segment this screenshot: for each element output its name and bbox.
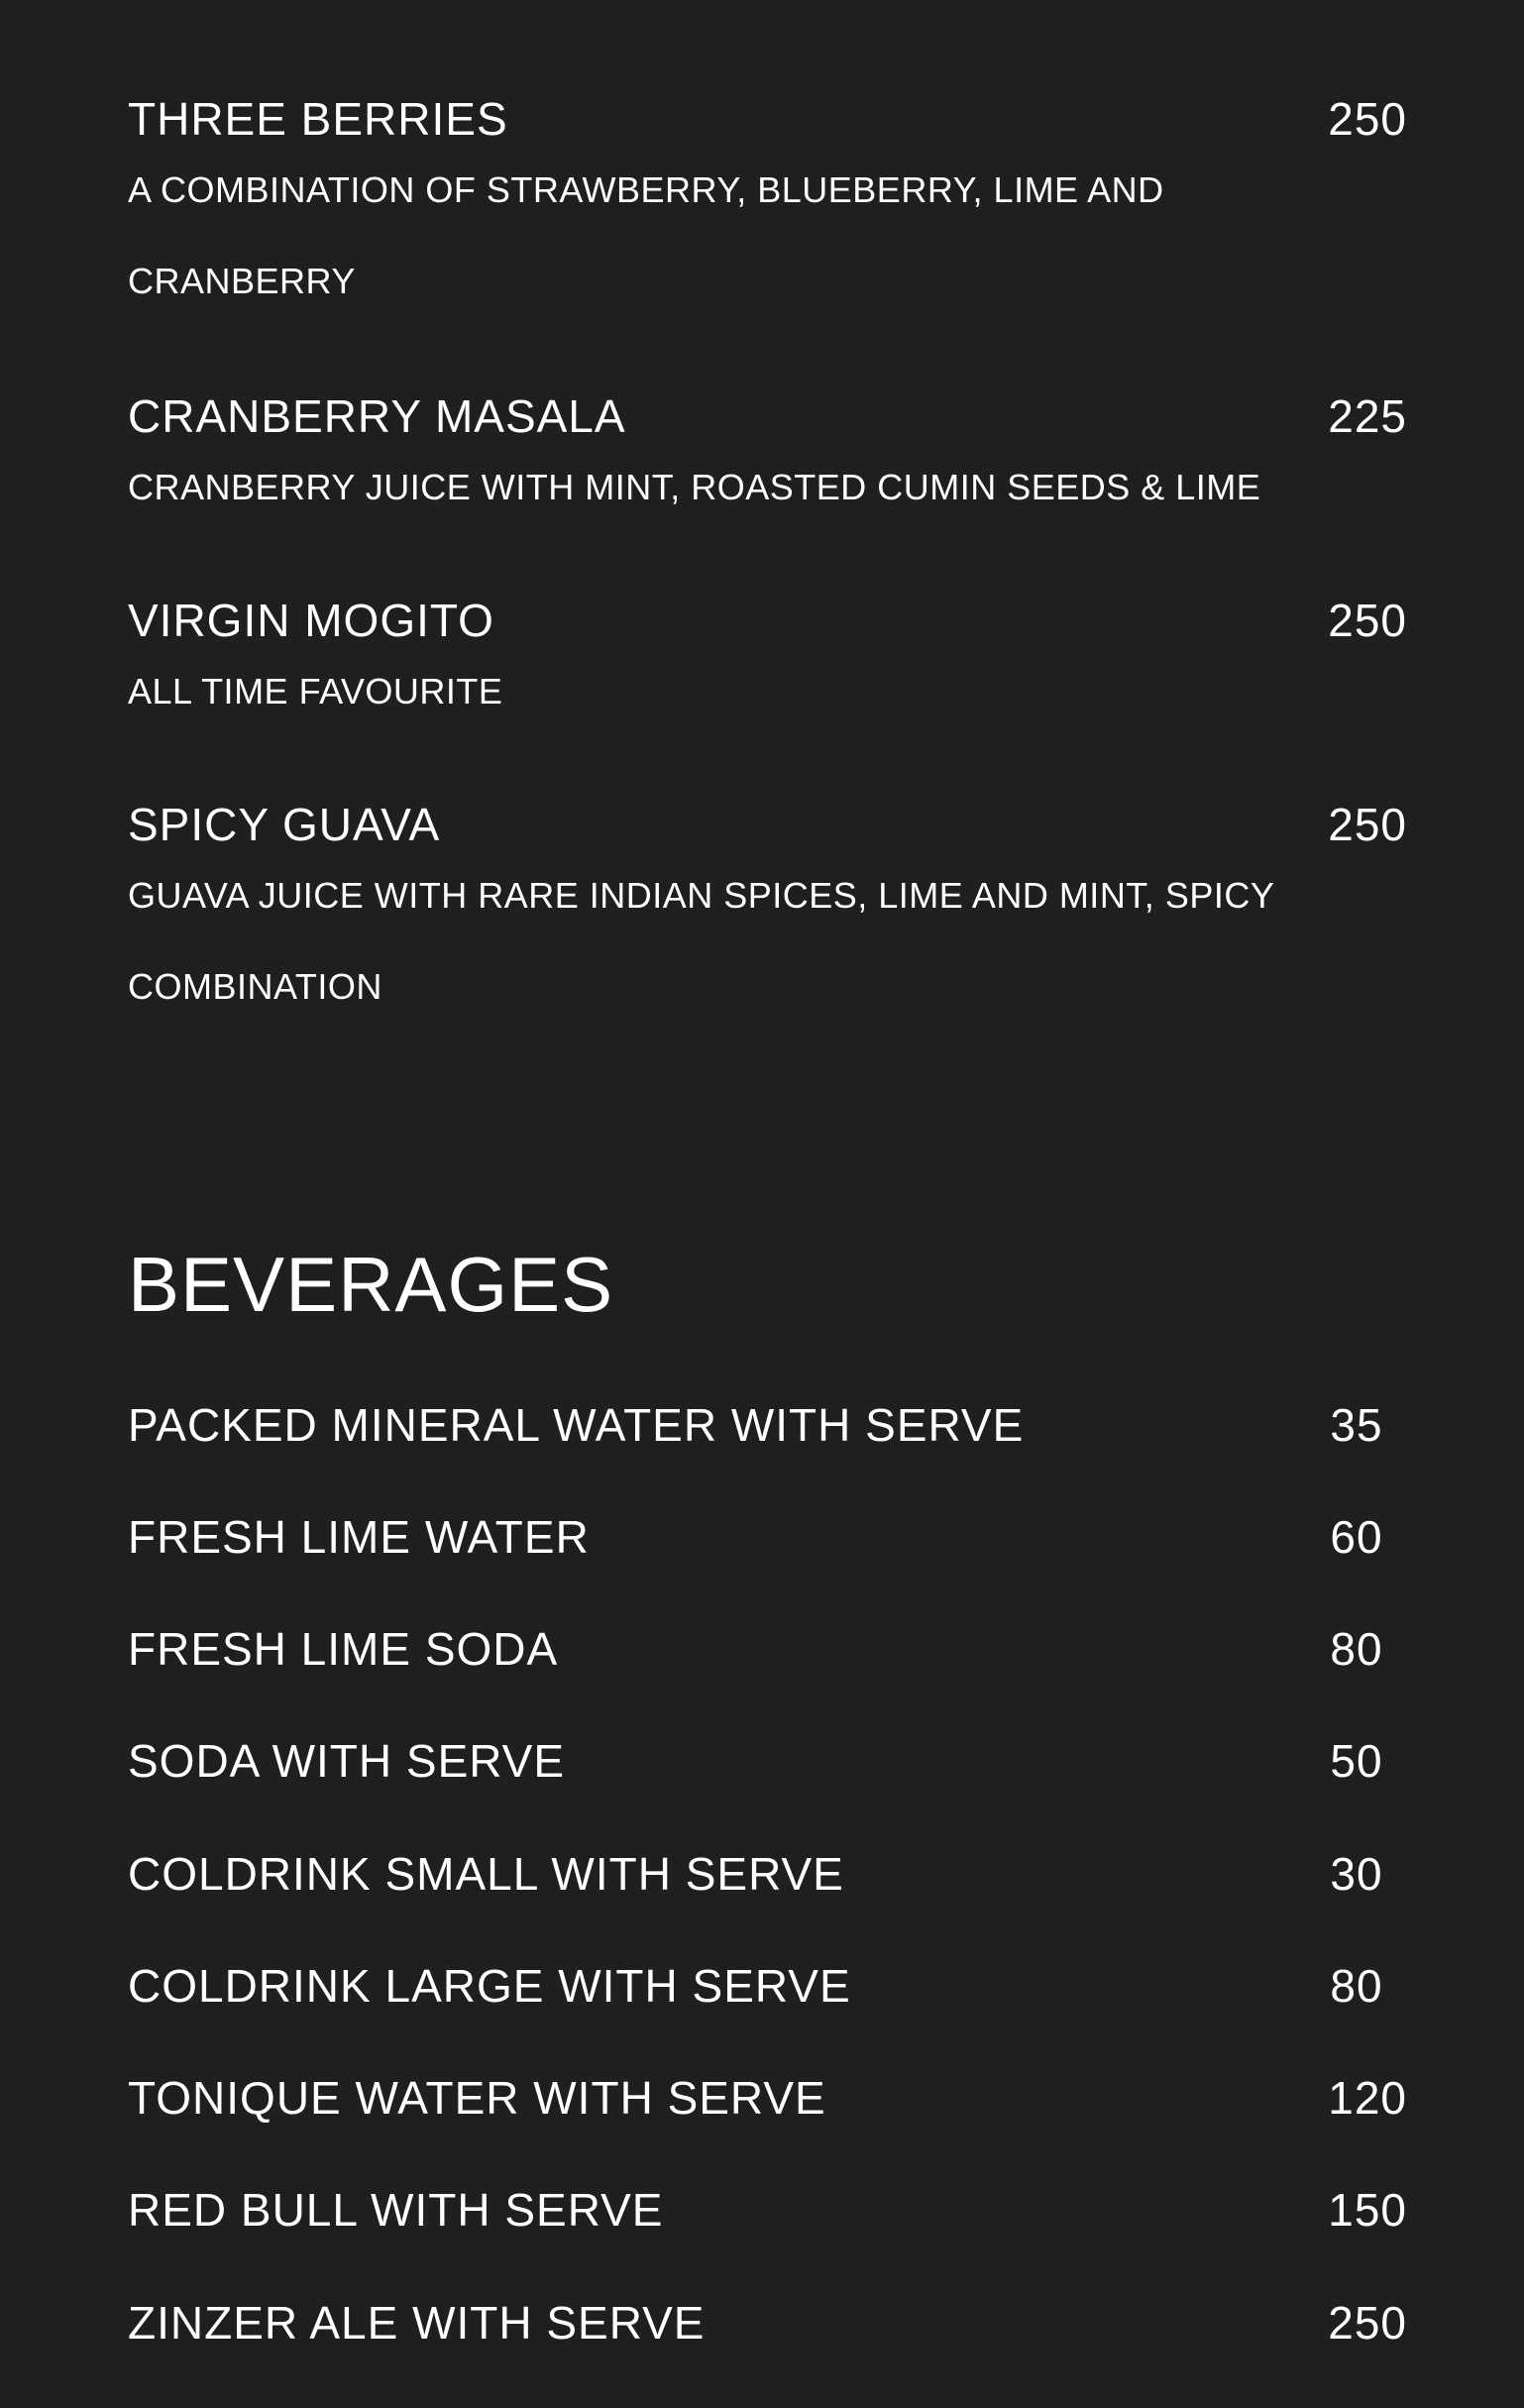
item-name: COLDRINK SMALL WITH SERVE	[128, 1848, 844, 1900]
beverage-item	[128, 2180, 1407, 2240]
item-name: ZINZER ALE WITH SERVE	[128, 2297, 706, 2349]
item-name: CRANBERRY MASALA	[128, 390, 626, 442]
item-price: 250	[1328, 595, 1407, 646]
item-name: SPICY GUAVA	[128, 799, 441, 850]
item-name: RED BULL WITH SERVE	[128, 2184, 664, 2236]
beverage-item	[128, 1956, 1407, 2016]
beverage-item	[128, 2293, 1407, 2353]
menu-page	[128, 0, 1407, 2408]
menu-item-header	[128, 89, 1407, 149]
item-price: 80	[1330, 1623, 1383, 1675]
item-price: 50	[1330, 1735, 1383, 1787]
item-name: FRESH LIME WATER	[128, 1511, 590, 1563]
item-price: 250	[1328, 2297, 1407, 2349]
item-name: THREE BERRIES	[128, 93, 508, 145]
menu-item-header	[128, 386, 1407, 446]
item-price: 120	[1328, 2072, 1407, 2124]
beverage-item	[128, 1731, 1407, 1791]
section-title-beverages: BEVERAGES	[128, 1241, 614, 1328]
item-name: COLDRINK LARGE WITH SERVE	[128, 1960, 851, 2012]
item-name: FRESH LIME SODA	[128, 1623, 559, 1675]
beverage-item	[128, 1844, 1407, 1904]
item-description: GUAVA JUICE WITH RARE INDIAN SPICES, LIME AND MINT, SPICY COMBINATION	[128, 875, 1274, 1007]
beverage-item	[128, 1395, 1407, 1455]
item-price: 80	[1330, 1960, 1383, 2012]
beverage-item	[128, 1619, 1407, 1679]
item-description: A COMBINATION OF STRAWBERRY, BLUEBERRY, LIME AND CRANBERRY	[128, 169, 1164, 301]
menu-item	[128, 795, 1407, 1007]
item-name: PACKED MINERAL WATER WITH SERVE	[128, 1399, 1025, 1451]
item-price: 250	[1328, 93, 1407, 145]
beverage-item	[128, 1507, 1407, 1567]
menu-item-header	[128, 795, 1407, 854]
item-price: 60	[1330, 1511, 1383, 1563]
item-price: 30	[1330, 1848, 1383, 1900]
item-price: 250	[1328, 799, 1407, 850]
item-description: CRANBERRY JUICE WITH MINT, ROASTED CUMIN SEEDS & LIME	[128, 467, 1261, 507]
item-name: SODA WITH SERVE	[128, 1735, 566, 1787]
beverage-item	[128, 2068, 1407, 2128]
item-name: VIRGIN MOGITO	[128, 595, 494, 646]
menu-item-header	[128, 591, 1407, 650]
menu-item	[128, 89, 1407, 301]
menu-item	[128, 386, 1407, 507]
item-price: 225	[1328, 390, 1407, 442]
menu-item	[128, 591, 1407, 711]
item-price: 150	[1328, 2184, 1407, 2236]
item-price: 35	[1330, 1399, 1383, 1451]
item-name: TONIQUE WATER WITH SERVE	[128, 2072, 826, 2124]
item-description: ALL TIME FAVOURITE	[128, 671, 503, 711]
